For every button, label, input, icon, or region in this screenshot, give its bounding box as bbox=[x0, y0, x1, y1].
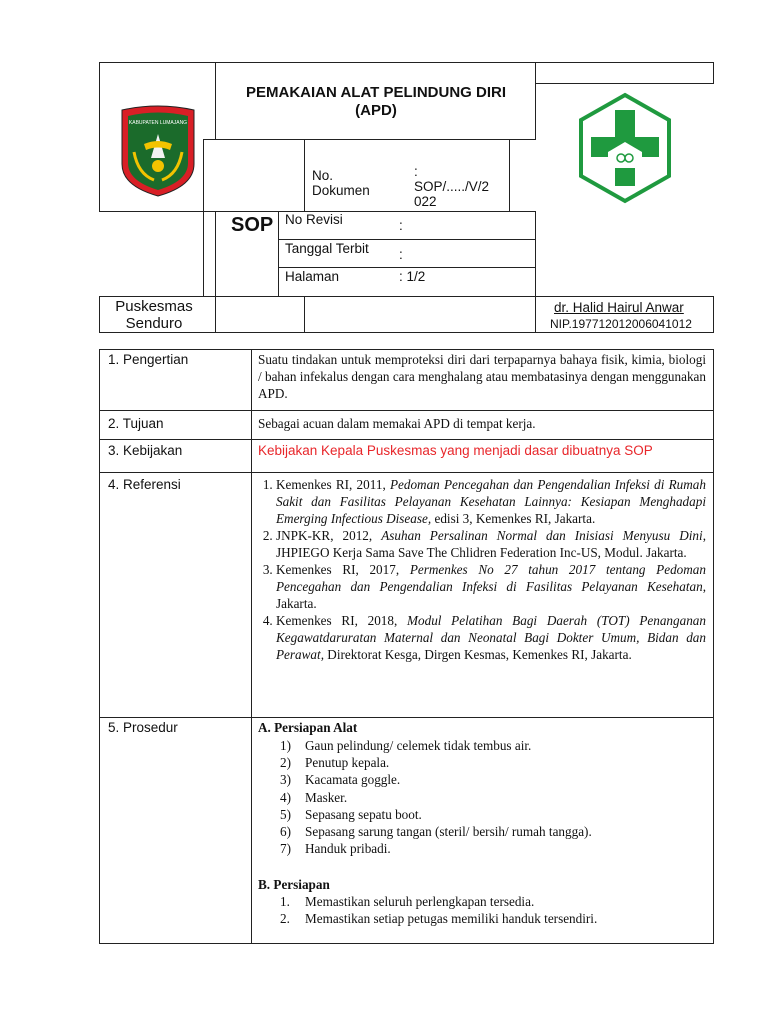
halaman-label: Halaman bbox=[285, 269, 340, 284]
no-dokumen-value bbox=[414, 164, 489, 209]
logo-text: KABUPATEN LUMAJANG bbox=[128, 120, 188, 126]
tujuan-label: 2. Tujuan bbox=[108, 416, 164, 431]
rule bbox=[304, 139, 305, 211]
referensi-list bbox=[258, 476, 706, 663]
reference-title: Modul Pelatihan Bagi Daerah (TOT) Penanganan Kegawatdaruratan Maternal dan Neonatal Bagi Dokter Umum, Bidan dan Perawat, bbox=[276, 613, 706, 662]
pengertian-text: Suatu tindakan untuk memproteksi diri dari terpaparnya bahaya fisik, kimia, biologi / bahan infekalus dengan cara menghalang atau membatasinya dengan menggunakan APD. bbox=[258, 352, 706, 401]
puskesmas-logo bbox=[578, 92, 672, 204]
list-number: 2. bbox=[280, 911, 290, 927]
persiapan-item bbox=[280, 910, 700, 927]
no-dokumen-label bbox=[312, 168, 370, 198]
alat-item bbox=[280, 806, 700, 823]
signatory-nip: NIP.197712012006041012 bbox=[550, 317, 692, 331]
rule bbox=[99, 296, 100, 333]
rule bbox=[99, 472, 714, 473]
sop-label: SOP bbox=[231, 214, 274, 236]
reference-item bbox=[276, 476, 706, 527]
list-number: 1. bbox=[280, 894, 290, 909]
rule bbox=[278, 239, 536, 240]
rule bbox=[251, 349, 252, 944]
list-number: 2) bbox=[280, 755, 291, 771]
puskesmas-name bbox=[102, 298, 206, 332]
list-number: 7) bbox=[280, 841, 291, 857]
list-text: Penutup kepala. bbox=[305, 755, 390, 771]
reference-item bbox=[276, 527, 706, 561]
prosedur-label: 5. Prosedur bbox=[108, 720, 178, 735]
rule bbox=[509, 139, 510, 211]
puskesmas-line-2: Senduro bbox=[125, 315, 183, 332]
no-dokumen-colon: : bbox=[414, 164, 418, 179]
section-a-title: A. Persiapan Alat bbox=[258, 720, 358, 735]
rule bbox=[535, 296, 536, 333]
puskesmas-line-1: Puskesmas bbox=[115, 298, 193, 315]
rule bbox=[535, 211, 536, 297]
rule bbox=[215, 62, 216, 140]
rule bbox=[536, 83, 714, 84]
list-text: Sepasang sarung tangan (steril/ bersih/ rumah tangga). bbox=[305, 824, 592, 840]
rule bbox=[203, 139, 536, 140]
no-revisi-label: No Revisi bbox=[285, 212, 343, 227]
rule bbox=[99, 62, 100, 212]
alat-item bbox=[280, 771, 700, 788]
reference-text: Kemenkes RI, 2017, bbox=[276, 562, 410, 577]
alat-item bbox=[280, 737, 700, 754]
section-b-title: B. Persiapan bbox=[258, 877, 330, 892]
persiapan-alat-list bbox=[280, 737, 700, 857]
halaman-value: : 1/2 bbox=[399, 269, 426, 284]
rule bbox=[278, 211, 279, 297]
no-dokumen-label-1: No. bbox=[312, 168, 334, 183]
title-line-1: PEMAKAIAN ALAT PELINDUNG DIRI bbox=[246, 84, 506, 101]
rule bbox=[304, 296, 305, 333]
rule bbox=[99, 349, 100, 944]
rule bbox=[99, 943, 714, 944]
title-line-2: (APD) bbox=[355, 102, 397, 119]
rule bbox=[99, 717, 714, 718]
tanggal-terbit-label: Tanggal Terbit bbox=[285, 241, 369, 256]
list-number: 3) bbox=[280, 772, 291, 788]
tanggal-terbit-value: : bbox=[399, 247, 403, 262]
reference-text: JNPK-KR, 2012, bbox=[276, 528, 382, 543]
list-text: Memastikan setiap petugas memiliki handuk tersendiri. bbox=[305, 911, 598, 927]
rule bbox=[278, 267, 536, 268]
list-number: 5) bbox=[280, 806, 291, 822]
references-ordered-list bbox=[258, 476, 706, 663]
reference-item bbox=[276, 561, 706, 612]
document-title bbox=[217, 84, 535, 120]
rule bbox=[215, 296, 216, 333]
signatory-name: dr. Halid Hairul Anwar bbox=[554, 300, 684, 315]
list-number: 4) bbox=[280, 789, 291, 805]
reference-item bbox=[276, 612, 706, 663]
rule bbox=[99, 349, 714, 350]
reference-text: , Jakarta. bbox=[276, 579, 706, 611]
list-text: Kacamata goggle. bbox=[305, 772, 401, 788]
persiapan-item bbox=[280, 893, 700, 910]
reference-title: Asuhan Persalinan Normal dan Inisiasi Menyusu Dini bbox=[381, 528, 703, 543]
no-revisi-value: : bbox=[399, 218, 403, 233]
rule bbox=[713, 296, 714, 333]
reference-title: Permenkes No 27 tahun 2017 tentang Pedoman Pencegahan dan Pengendalian Infeksi di Fasilitas Pelayanan Kesehatan bbox=[276, 562, 706, 594]
reference-text: Kemenkes RI, 2018, bbox=[276, 613, 408, 628]
no-dokumen-value-2: 022 bbox=[414, 194, 437, 209]
rule bbox=[713, 62, 714, 84]
reference-title: Pedoman Pencegahan dan Pengendalian Infeksi di Rumah Sakit dan Fasilitas Pelayanan Kesehatan Lainnya: Kesiapan Menghadapi Emerging Infectious Disease, bbox=[276, 477, 706, 526]
rule bbox=[536, 62, 714, 63]
reference-text: Kemenkes RI, 2011, bbox=[276, 477, 390, 492]
no-dokumen-label-2: Dokumen bbox=[312, 183, 370, 198]
kabupaten-lumajang-logo bbox=[118, 104, 198, 198]
rule bbox=[99, 410, 714, 411]
rule bbox=[99, 62, 536, 63]
rule bbox=[99, 296, 714, 297]
reference-text: Direktorat Kesga, Dirgen Kesmas, Kemenkes RI, Jakarta. bbox=[324, 647, 632, 662]
kebijakan-label: 3. Kebijakan bbox=[108, 443, 183, 458]
kebijakan-text: Kebijakan Kepala Puskesmas yang menjadi dasar dibuatnya SOP bbox=[258, 443, 653, 458]
alat-item bbox=[280, 754, 700, 771]
list-text: Memastikan seluruh perlengkapan tersedia. bbox=[305, 894, 535, 909]
rule bbox=[215, 211, 216, 297]
list-text: Sepasang sepatu boot. bbox=[305, 806, 422, 822]
list-number: 6) bbox=[280, 824, 291, 840]
rule bbox=[535, 62, 536, 140]
alat-item bbox=[280, 789, 700, 806]
list-text: Masker. bbox=[305, 789, 348, 805]
tujuan-text: Sebagai acuan dalam memakai APD di tempat kerja. bbox=[258, 416, 536, 431]
rule bbox=[203, 139, 204, 296]
persiapan-list bbox=[280, 893, 700, 927]
list-number: 1) bbox=[280, 738, 291, 753]
list-text: Handuk pribadi. bbox=[305, 841, 391, 857]
reference-text: edisi 3, Kemenkes RI, Jakarta. bbox=[431, 511, 596, 526]
referensi-label: 4. Referensi bbox=[108, 477, 181, 492]
pengertian-label: 1. Pengertian bbox=[108, 352, 189, 367]
list-text: Gaun pelindung/ celemek tidak tembus air. bbox=[305, 738, 532, 753]
rule bbox=[713, 349, 714, 944]
alat-item bbox=[280, 840, 700, 857]
reference-text: , JHPIEGO Kerja Sama Save The Chlidren Federation Inc-US, Modul. Jakarta. bbox=[276, 528, 706, 560]
no-dokumen-value-1: SOP/...../V/2 bbox=[414, 179, 490, 194]
rule bbox=[99, 332, 714, 333]
rule bbox=[99, 439, 714, 440]
alat-item bbox=[280, 823, 700, 840]
